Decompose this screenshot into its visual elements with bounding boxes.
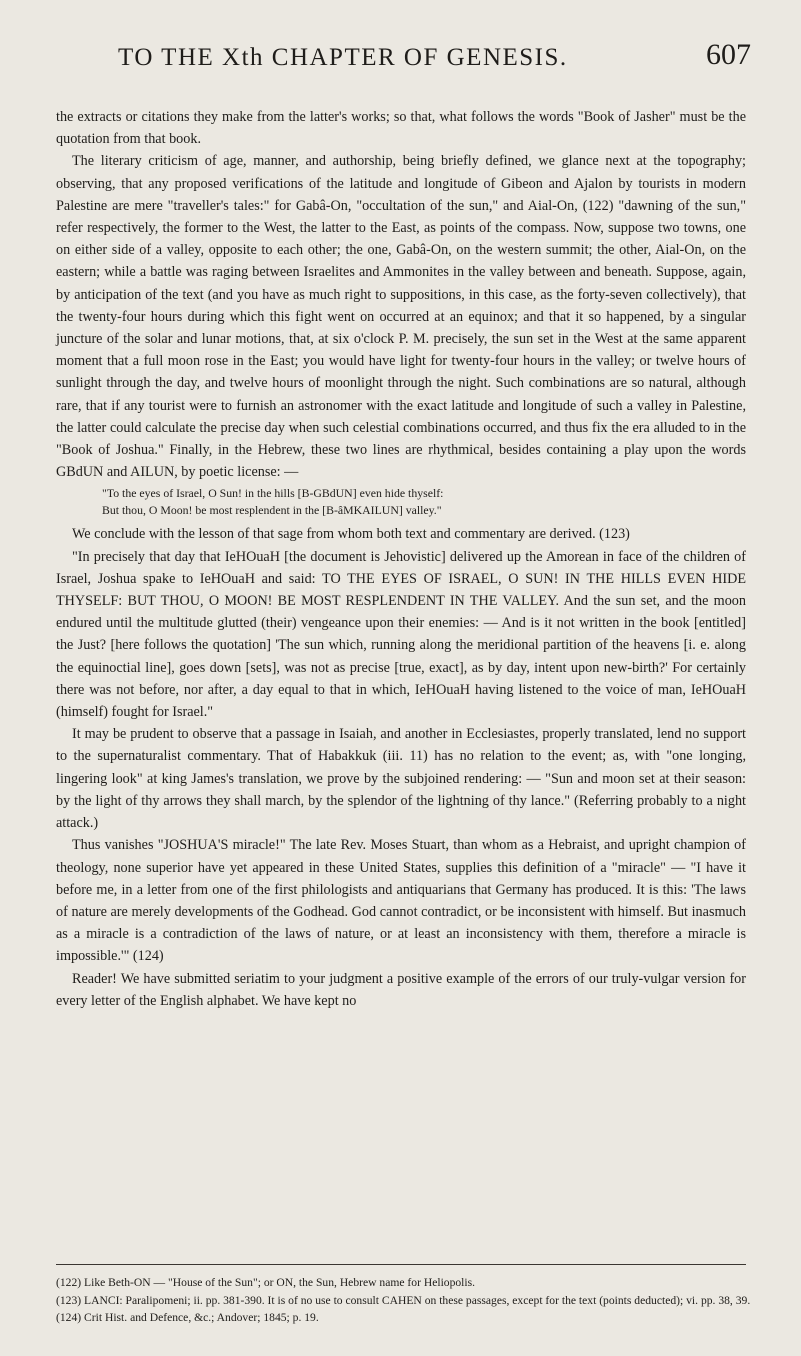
footnote: (123) LANCI: Paralipomeni; ii. pp. 381-390. It is of no use to consult CAHEN on these passages, except for the text (points deducted); vi. pp. 38, 39. bbox=[56, 1293, 751, 1307]
paragraph: "In precisely that day that IeHOuaH [the document is Jehovistic] delivered up the Amorean in face of the children of Israel, Joshua spake to IeHOuaH and said: TO THE EYES OF ISRAEL, O SUN! IN THE HILLS EVEN HIDE THYSELF: BUT THOU, O MOON! BE MOST RESPLENDENT IN THE VALLEY. And the sun set, and the moon endured until the multitude glutted (their) vengeance upon their enemies: — And is it not written in the book [entitled] the Just? [here follows the quotation] 'The sun which, running along the meridional partition of the heavens [i. e. along the equinoctial line], goes down [sets], was not as precise [true, exact], as by day, intent upon new-birth?' For certainly there was not before, nor after, a day equal to that in which, IeHOuaH having listened to the voice of man, IeHOuaH (himself) fought for Israel." bbox=[56, 548, 746, 721]
paragraph: Thus vanishes "JOSHUA'S miracle!" The late Rev. Moses Stuart, than whom as a Hebraist, and upright champion of theology, none superior have yet appeared in these United States, supplies this definition of a "miracle" — "I have it before me, in a letter from one of the first philologists and antiquarians that Germany has produced. It is this: 'The laws of nature are merely developments of the Godhead. God cannot contradict, or be inconsistent with himself. But inasmuch as a miracle is a contradiction of the laws of nature, or at least an inconsistency with them, therefore a miracle is impossible.'" (124) bbox=[56, 837, 746, 965]
verse-line: But thou, O Moon! be most resplendent in the [B-âMKAILUN] valley." bbox=[102, 503, 442, 518]
paragraph: the extracts or citations they make from the latter's works; so that, what follows the words "Book of Jasher" must be the quotation from that book. bbox=[56, 109, 746, 148]
paragraph: We conclude with the lesson of that sage from whom both text and commentary are derived. (123) bbox=[72, 526, 630, 543]
footnote-rule bbox=[56, 1264, 746, 1265]
paragraph: It may be prudent to observe that a passage in Isaiah, and another in Ecclesiastes, properly translated, lend no support to the supernaturalist commentary. That of Habakkuk (iii. 11) has no relation to the event; as, with "one longing, lingering look" at king James's translation, we prove by the subjoined rendering: — "Sun and moon set at their season: by the light of thy arrows they shall march, by the splendor of the lightning of thy lance." (Referring probably to a night attack.) bbox=[56, 726, 746, 832]
verse-line: "To the eyes of Israel, O Sun! in the hills [B-GBdUN] even hide thyself: bbox=[102, 486, 444, 501]
footnotes bbox=[56, 1274, 751, 1327]
running-head: TO THE Xth CHAPTER OF GENESIS. bbox=[118, 44, 568, 71]
body-text bbox=[56, 106, 746, 1012]
footnote: (122) Like Beth-ON — "House of the Sun"; or ON, the Sun, Hebrew name for Heliopolis. bbox=[56, 1276, 476, 1289]
page-header bbox=[0, 26, 801, 96]
verse-quotation bbox=[102, 485, 746, 519]
paragraph: Reader! We have submitted seriatim to your judgment a positive example of the errors of our truly-vulgar version for every letter of the English alphabet. We have kept no bbox=[56, 970, 746, 1009]
footnote: (124) Crit Hist. and Defence, &c.; Andover; 1845; p. 19. bbox=[56, 1311, 319, 1324]
page-number: 607 bbox=[706, 38, 751, 71]
paragraph: The literary criticism of age, manner, and authorship, being briefly defined, we glance next at the topography; observing, that any proposed verifications of the latitude and longitude of Gibeon and Ajalon by tourists in modern Palestine are mere "traveller's tales:" for Gabâ-On, "occultation of the sun," and Aial-On, (122) "dawning of the sun," refer respectively, the former to the West, the latter to the East, as points of the compass. Now, suppose two towns, one on either side of a valley, opposite to each other; the one, Gabâ-On, on the western summit; the other, Aial-On, on the eastern; while a battle was raging between Israelites and Ammonites in the valley between and beneath. Suppose, again, by anticipation of the text (and you have as much right to suppositions, in this case, as the forty-seven collectively), that the twenty-four hours during which this fight went on occurred at an equinox; and that it so happened, by a singular juncture of the solar and lunar motions, that, at six o'clock P. M. precisely, the sun set in the West at the same apparent moment that a full moon rose in the East; you would have light for twenty-four hours in the valley; or twelve hours of sunlight through the day, and twelve hours of moonlight through the night. Such combinations are so natural, although rare, that if any tourist were to furnish an astronomer with the exact latitude and longitude of such a valley in Palestine, the latter could calculate the precise day when such celestial combinations occurred, and thus fix the era alluded to in the "Book of Joshua." Finally, in the Hebrew, these two lines are rhythmical, besides containing a play upon the words GBdUN and AILUN, by poetic license: — bbox=[56, 153, 746, 481]
